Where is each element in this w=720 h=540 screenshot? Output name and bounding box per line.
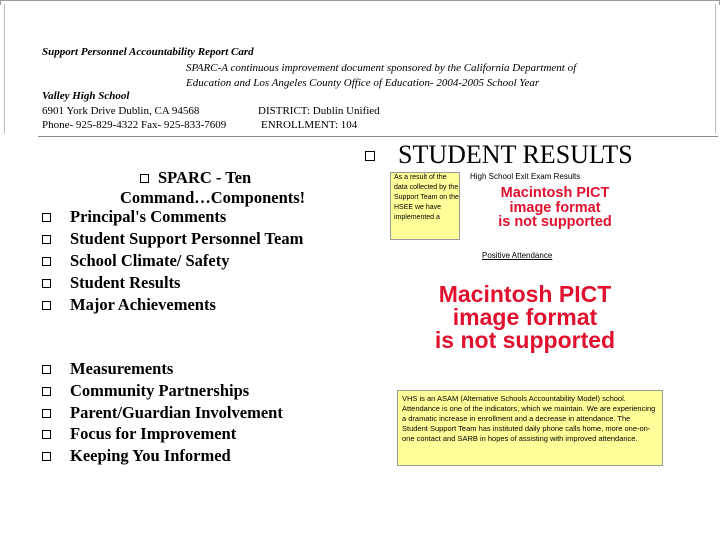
square-bullet-icon	[42, 365, 51, 374]
school-district: DISTRICT: Dublin Unified	[258, 105, 380, 117]
top-frame	[0, 0, 720, 5]
component-item	[70, 381, 249, 401]
square-bullet-icon	[42, 430, 51, 439]
pict-text-line: is not supported	[498, 214, 612, 230]
exit-exam-chart-placeholder	[470, 186, 640, 230]
pict-text-line: image format	[509, 199, 601, 216]
square-bullet-icon	[42, 301, 51, 310]
square-bullet-icon	[140, 174, 149, 183]
school-address: 6901 York Drive Dublin, CA 94568	[42, 105, 200, 117]
component-item	[70, 207, 226, 227]
square-bullet-icon	[42, 257, 51, 266]
attendance-chart-placeholder	[405, 283, 645, 352]
exit-exam-caption: High School Exit Exam Results	[470, 172, 581, 181]
attendance-caption: Positive Attendance	[482, 251, 553, 260]
school-phone-fax: Phone- 925-829-4322 Fax- 925-833-7609	[42, 119, 227, 131]
component-label: School Climate/ Safety	[70, 251, 230, 270]
component-item	[70, 359, 173, 379]
report-subtitle-line1: SPARC-A continuous improvement document sponsored by the California Department of	[186, 62, 577, 74]
component-label: Major Achievements	[70, 295, 216, 314]
school-enrollment: ENROLLMENT: 104	[261, 119, 358, 131]
pict-text-line: is not supported	[434, 327, 616, 353]
square-bullet-icon	[42, 213, 51, 222]
attendance-note: VHS is an ASAM (Alternative Schools Accountability Model) school. Attendance is one of the indicators, which we maintain. We are experiencing a dramatic increase in enrollment and a decrease in attendance. The Student Support Team has instituted daily phone calls home, more one-on-one contact and SARB in hopes of assisting with improved attendance.	[397, 390, 663, 466]
school-name: Valley High School	[42, 90, 130, 102]
component-label: Student Support Personnel Team	[70, 229, 304, 248]
square-bullet-icon	[42, 279, 51, 288]
component-item	[70, 251, 229, 271]
student-results-title-text: STUDENT RESULTS	[398, 140, 633, 169]
square-bullet-icon	[365, 151, 375, 161]
component-item	[70, 295, 216, 315]
square-bullet-icon	[42, 409, 51, 418]
hsee-note: As a result of the data collected by the Support Team on the HSEE we have implemented a	[390, 172, 460, 240]
component-label: Principal's Comments	[70, 207, 227, 226]
components-heading-line1: SPARC - Ten	[158, 168, 252, 187]
pict-text-line: image format	[452, 304, 598, 330]
component-label: Keeping You Informed	[70, 446, 231, 465]
left-frame-line	[4, 4, 5, 134]
component-label: Focus for Improvement	[70, 424, 237, 443]
report-subtitle-line2: Education and Los Angeles County Office of Education- 2004-2005 School Year	[186, 77, 540, 89]
component-label: Parent/Guardian Involvement	[70, 403, 283, 422]
component-label: Student Results	[70, 273, 181, 292]
square-bullet-icon	[42, 452, 51, 461]
right-frame-line	[715, 4, 716, 134]
component-label: Measurements	[70, 359, 174, 378]
component-item	[70, 424, 236, 444]
square-bullet-icon	[42, 235, 51, 244]
student-results-title	[370, 140, 633, 170]
pict-text-line: Macintosh PICT	[438, 281, 612, 307]
square-bullet-icon	[42, 387, 51, 396]
pict-text-line: Macintosh PICT	[500, 185, 610, 201]
component-item	[70, 403, 283, 423]
components-heading-line2: Command…Components!	[120, 188, 306, 207]
component-item	[70, 229, 303, 249]
header-divider	[38, 136, 718, 137]
report-title: Support Personnel Accountability Report Card	[42, 46, 254, 58]
component-label: Community Partnerships	[70, 381, 250, 400]
component-item	[70, 446, 231, 466]
component-item	[70, 273, 180, 293]
components-heading	[158, 168, 251, 188]
